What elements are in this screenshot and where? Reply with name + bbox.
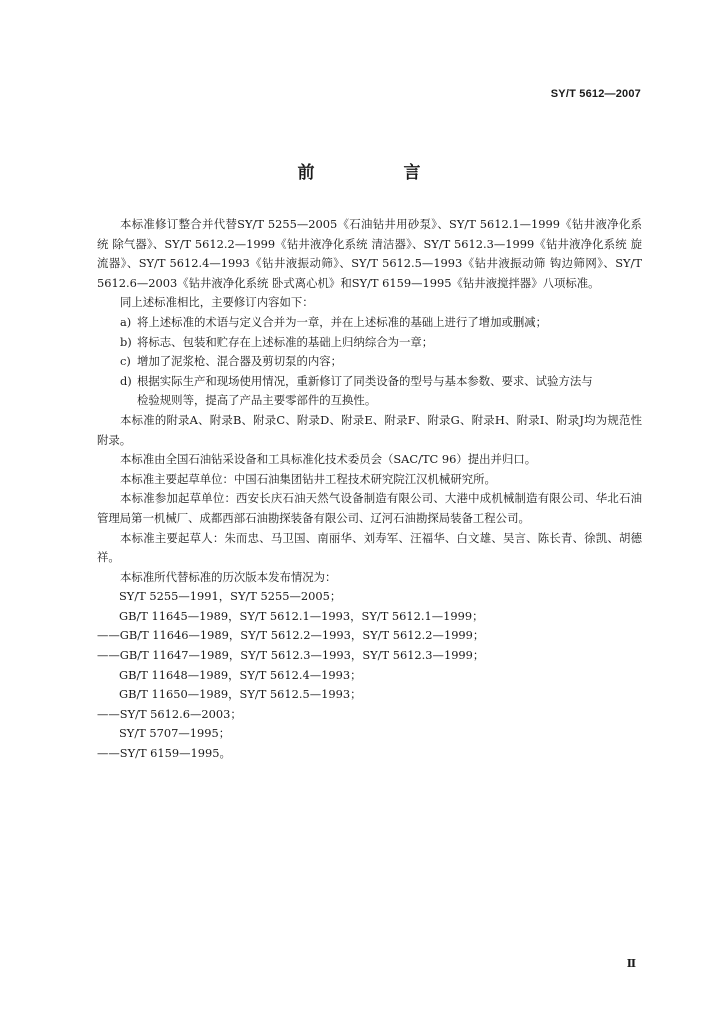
list-item-label: c) — [120, 354, 131, 369]
history-line: SY/T 5707—1995； — [119, 726, 231, 741]
paragraph-history-intro: 本标准所代替标准的历次版本发布情况为： — [120, 569, 337, 584]
list-item-label: d) — [120, 373, 132, 388]
standard-code: SY/T 5612—2007 — [550, 88, 641, 100]
page-number: Ⅱ — [626, 957, 636, 970]
history-line: SY/T 5255—1991，SY/T 5255—2005； — [119, 589, 342, 604]
page-title: 前 言 — [297, 163, 457, 183]
list-item — [97, 352, 642, 372]
history-line: GB/T 11648—1989，SY/T 5612.4—1993； — [119, 667, 362, 682]
list-item — [97, 333, 642, 353]
paragraph-changes-intro: 同上述标准相比，主要修订内容如下： — [120, 295, 314, 310]
list-item-label: a) — [120, 314, 132, 329]
history-line: GB/T 11645—1989，SY/T 5612.1—1993，SY/T 5612.1—1999； — [119, 608, 484, 623]
list-item-continuation: 检验规则等，提高了产品主要零部件的互换性。 — [137, 393, 377, 408]
paragraph-drafters: 本标准主要起草人：朱而忠、马卫国、南丽华、刘寿军、汪福华、白文雄、吴言、陈长青、徐凯、胡德祥。 — [97, 530, 642, 565]
paragraph-replaced-standards: 本标准修订整合并代替SY/T 5255—2005《石油钻井用砂泵》、SY/T 5612.1—1999《钻井液净化系统 除气器》、SY/T 5612.2—1999《钻井液净化系统 清洁器》、SY/T 5612.3—1999《钻井液净化系统 旋流器》、SY/T 5612.4—1993《钻井液振动筛》、SY/T 5612.5—1993《钻井液振动筛 钩边筛网》、SY/T 5612.6—2003《钻井液净化系统 卧式离心机》和SY/T 6159—1995《钻井液搅拌器》八项标准。 — [97, 217, 642, 290]
list-item — [97, 372, 642, 392]
paragraph-proposer: 本标准由全国石油钻采设备和工具标准化技术委员会（SAC/TC 96）提出并归口。 — [120, 452, 537, 467]
foreword-body — [97, 215, 642, 764]
list-item-text: 将上述标准的术语与定义合并为一章，并在上述标准的基础上进行了增加或删减； — [137, 314, 548, 329]
list-item-label: b) — [120, 334, 132, 349]
history-line: ——GB/T 11647—1989，SY/T 5612.3—1993，SY/T 5612.3—1999； — [97, 648, 485, 663]
list-item-text: 根据实际生产和现场使用情况，重新修订了同类设备的型号与基本参数、要求、试验方法与 — [137, 373, 593, 388]
list-item-text: 将标志、包装和贮存在上述标准的基础上归纳综合为一章； — [137, 334, 434, 349]
list-item-text: 增加了泥浆枪、混合器及剪切泵的内容； — [137, 354, 343, 369]
history-line: ——GB/T 11646—1989，SY/T 5612.2—1993，SY/T 5612.2—1999； — [97, 628, 485, 643]
history-line: ——SY/T 6159—1995。 — [97, 746, 231, 761]
paragraph-annexes: 本标准的附录A、附录B、附录C、附录D、附录E、附录F、附录G、附录H、附录I、附录J均为规范性附录。 — [97, 412, 642, 447]
history-line: GB/T 11650—1989，SY/T 5612.5—1993； — [119, 687, 362, 702]
list-item — [97, 313, 642, 333]
paragraph-main-drafter: 本标准主要起草单位：中国石油集团钻井工程技术研究院江汉机械研究所。 — [120, 471, 496, 486]
paragraph-participating-drafters: 本标准参加起草单位：西安长庆石油天然气设备制造有限公司、大港中成机械制造有限公司、华北石油管理局第一机械厂、成都西部石油勘探装备有限公司、辽河石油勘探局装备工程公司。 — [97, 491, 642, 525]
history-line: ——SY/T 5612.6—2003； — [97, 706, 242, 721]
